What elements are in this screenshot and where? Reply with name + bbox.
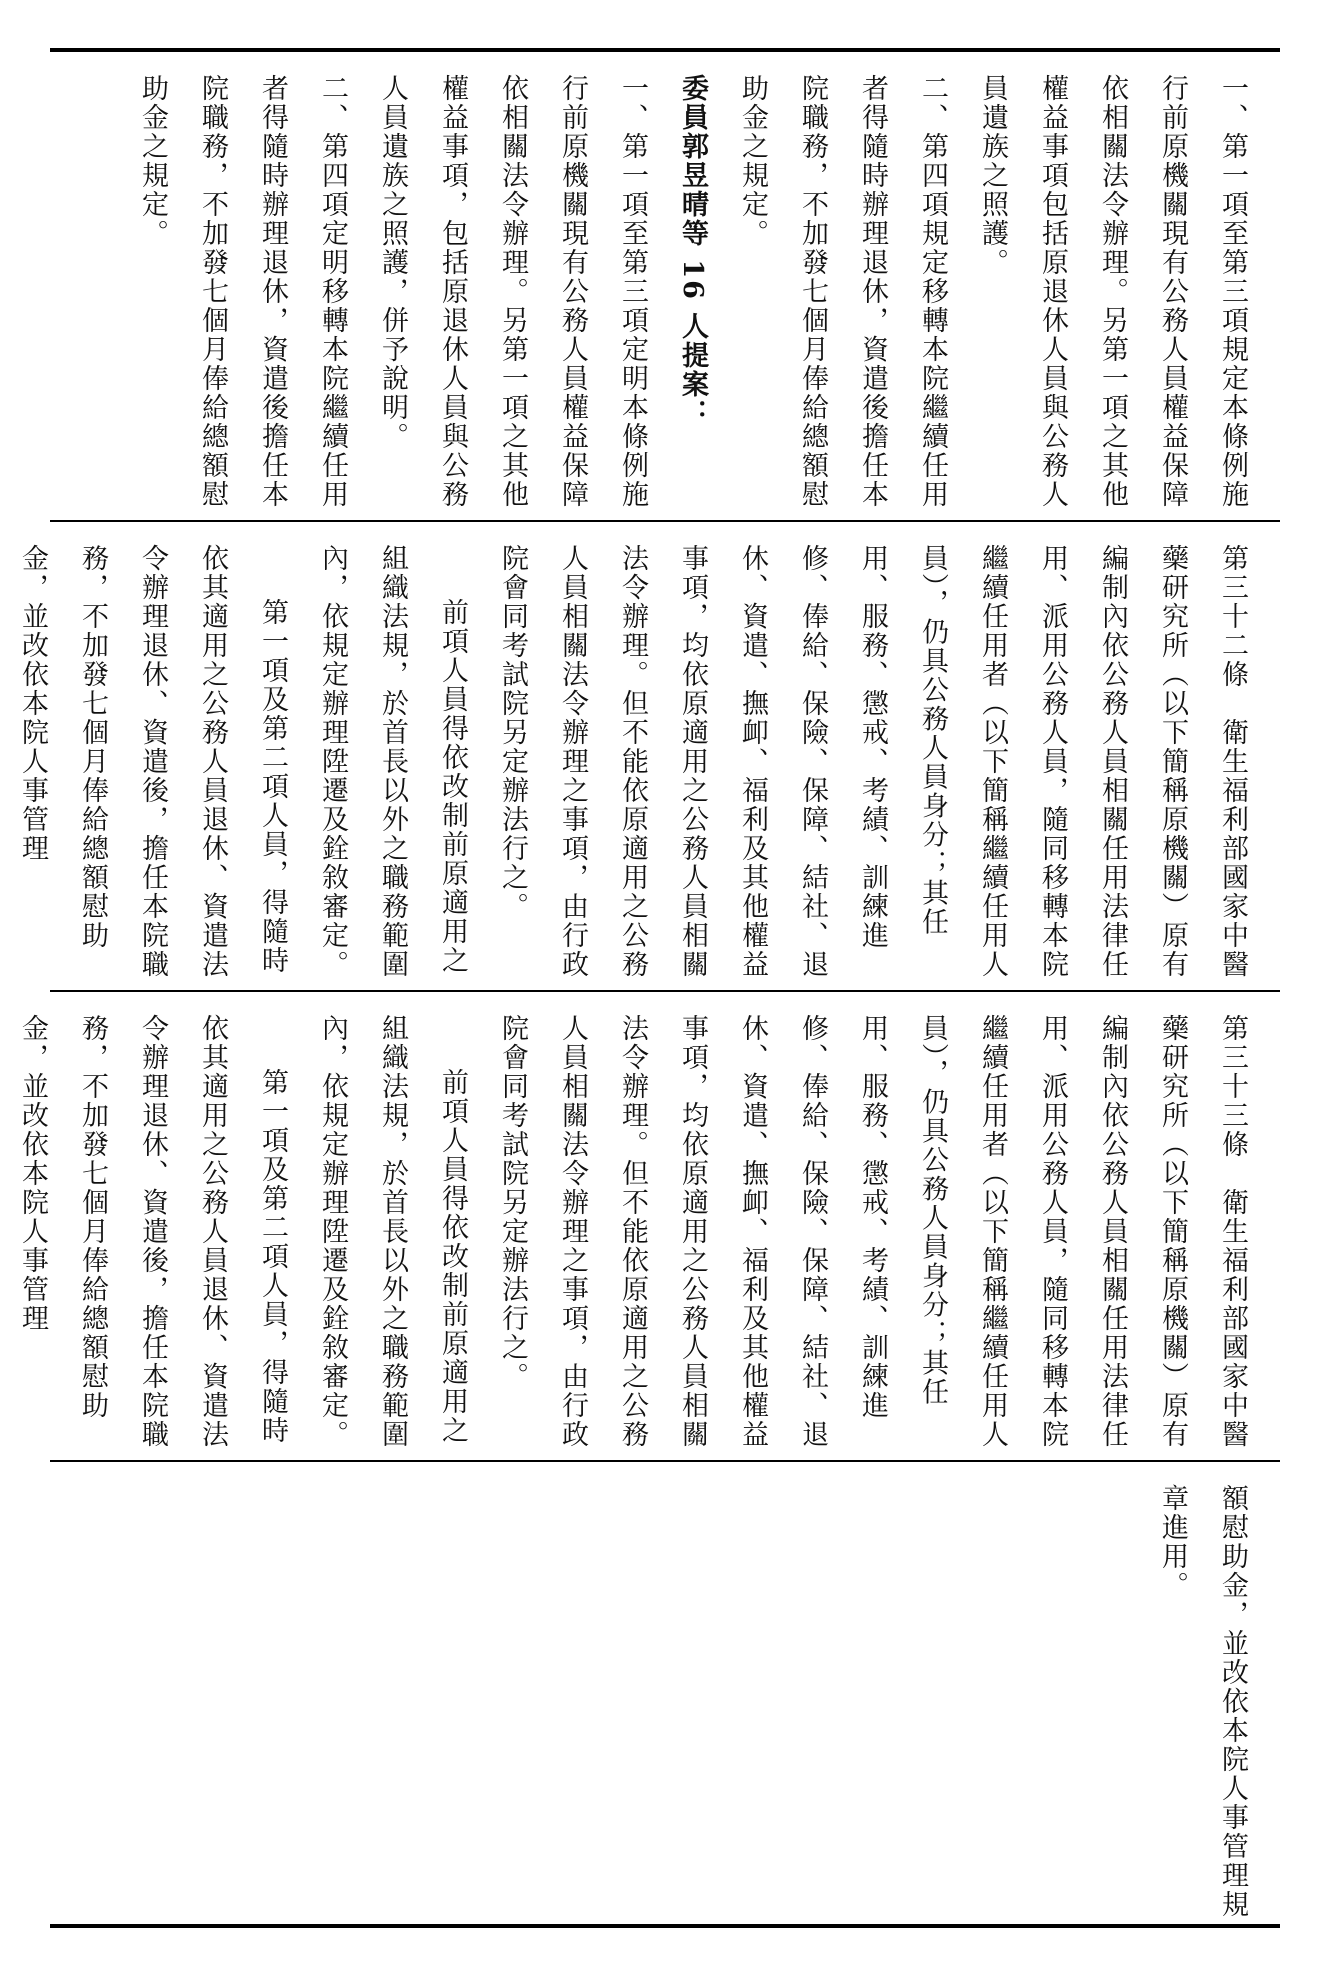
article-33-heading: 第三十三條 衛生福利部國家中醫藥研究所（以下簡稱原機關）原有編制內依公務人員相關任用法律任用、派用公務人員，隨同移轉本院繼續任用者（以下簡稱繼續任用人員），仍具公務人員身分；其任用、服務、懲戒、考績、訓練進修、俸給、保險、保障、結社、退休、資遣、撫卹、福利及其他權益事項，均依原適用之公務人員相關法令辦理。但不能依原適用之公務人員相關法令辦理之事項，由行政院會同考試院另定辦法行之。 bbox=[497, 1014, 1248, 1449]
article-32-para-3: 第一項及第二項人員，得隨時依其適用之公務人員退休、資遣法令辦理退休、資遣後，擔任本院職務，不加發七個月俸給總額慰助金，並改依本院人事管理 bbox=[17, 544, 288, 979]
proposer-heading: 委員郭昱晴等 16 人提案： bbox=[677, 74, 708, 429]
explanation-section bbox=[50, 52, 1280, 520]
article-33-section bbox=[17, 992, 1280, 1460]
article-33-para-2: 前項人員得依改制前原適用之組織法規，於首長以外之職務範圍內，依規定辦理陞遷及銓敘審定。 bbox=[317, 1014, 468, 1449]
article-32-heading: 第三十二條 衛生福利部國家中醫藥研究所（以下簡稱原機關）原有編制內依公務人員相關任用法律任用、派用公務人員，隨同移轉本院繼續任用者（以下簡稱繼續任用人員），仍具公務人員身分；其任用、服務、懲戒、考績、訓練進修、俸給、保險、保障、結社、退休、資遣、撫卹、福利及其他權益事項，均依原適用之公務人員相關法令辦理。但不能依原適用之公務人員相關法令辦理之事項，由行政院會同考試院另定辦法行之。 bbox=[497, 544, 1248, 979]
article-33-para-3: 第一項及第二項人員，得隨時依其適用之公務人員退休、資遣法令辦理退休、資遣後，擔任本院職務，不加發七個月俸給總額慰助金，並改依本院人事管理 bbox=[17, 1014, 288, 1449]
article-32-section bbox=[17, 522, 1280, 990]
proposer-explanation-item-2: 二、第四項定明移轉本院繼續任用者得隨時辦理退休，資遣後擔任本院職務，不加發七個月俸給總額慰助金之規定。 bbox=[137, 74, 348, 509]
explanation-item-2: 二、第四項規定移轉本院繼續任用者得隨時辦理退休，資遣後擔任本院職務，不加發七個月俸給總額慰助金之規定。 bbox=[737, 74, 948, 509]
bottom-rule bbox=[50, 1924, 1280, 1928]
article-32-para-2: 前項人員得依改制前原適用之組織法規，於首長以外之職務範圍內，依規定辦理陞遷及銓敘審定。 bbox=[317, 544, 468, 979]
continuation-section bbox=[50, 1462, 1280, 1924]
continuation-text: 額慰助金，並改依本院人事管理規章進用。 bbox=[1157, 1484, 1248, 1919]
explanation-item-1: 一、第一項至第三項規定本條例施行前原機關現有公務人員權益保障依相關法令辦理。另第一項之其他權益事項包括原退休人員與公務人員遺族之照護。 bbox=[977, 74, 1248, 509]
proposer-explanation-item-1: 一、第一項至第三項定明本條例施行前原機關現有公務人員權益保障依相關法令辦理。另第一項之其他權益事項，包括原退休人員與公務人員遺族之照護，併予說明。 bbox=[377, 74, 648, 509]
